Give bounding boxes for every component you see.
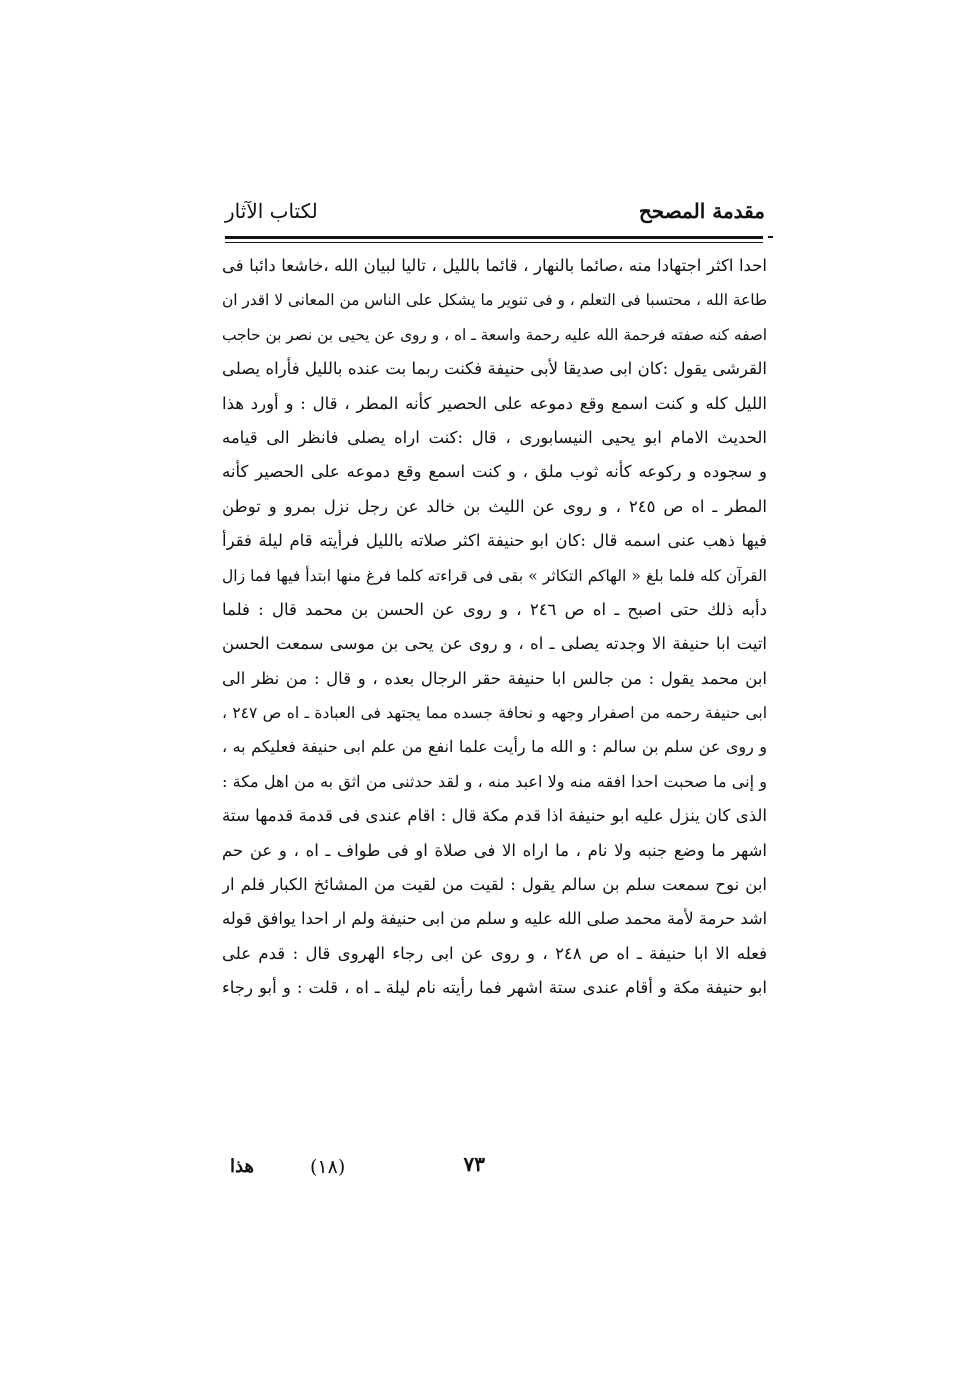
- signature-mark: (١٨): [310, 1156, 346, 1178]
- text-line: فعله الا ابا حنيفة ـ اه ص ٢٤٨ ، و روى عن ابى رجاء الهروى قال : قدم على: [222, 943, 767, 963]
- header-right-title: مقدمة المصحح: [638, 199, 765, 223]
- text-line: الذى كان ينزل عليه ابو حنيفة اذا قدم مكة قال : اقام عندى فى قدمة قدمها ستة: [222, 806, 767, 826]
- text-line: اتيت ابا حنيفة الا وجدته يصلى ـ اه ، و روى عن يحى بن موسى سمعت الحسن: [222, 634, 767, 654]
- header-rule-mark: [768, 236, 773, 238]
- catchword: هذا: [230, 1156, 254, 1177]
- text-line: و سجوده و ركوعه كأنه ثوب ملق ، و كنت اسمع وقع دموعه على الحصير كأنه: [222, 462, 767, 482]
- text-line: القرآن كله فلما بلغ « الهاكم التكاثر » بقى فى قراءته كلما فرغ منها ابتدأ فيها فما زال: [222, 566, 767, 585]
- text-line: الحديث الامام ابو يحيى النيسابورى ، قال :كنت اراه يصلى فانظر الى قيامه: [222, 427, 767, 447]
- text-line: و روى عن سلم بن سالم : و الله ما رأيت علما انفع من علم ابى حنيفة فعليكم به ،: [222, 737, 767, 757]
- text-line: فيها ذهب عنى اسمه قال :كان ابو حنيفة اكثر صلاته بالليل فرأيته قام ليلة فقرأ: [222, 531, 767, 551]
- text-line: المطر ـ اه ص ٢٤٥ ، و روى عن الليث بن خالد عن رجل نزل بمرو و توطن: [222, 496, 767, 516]
- text-line: ابو حنيفة مكة و أقام عندى ستة اشهر فما رأيته نام ليلة ـ اه ، قلت : و أبو رجاء: [222, 978, 767, 998]
- text-line: ابى حنيفة رحمه من اصفرار وجهه و نحافة جسده مما يجتهد فى العبادة ـ اه ص ٢٤٧ ،: [222, 704, 767, 723]
- text-line: اصفه كنه صفته فرحمة الله عليه رحمة واسعة ـ اه ، و روى عن يحيى بن نصر بن حاجب: [222, 325, 767, 344]
- text-line: القرشى يقول :كان ابى صديقا لأبى حنيفة فكنت ربما بت عنده بالليل فأراه يصلى: [222, 359, 767, 379]
- header-rule-thick: [225, 236, 763, 239]
- text-line: طاعة الله ، محتسبا فى التعلم ، و فى تنوير ما يشكل على الناس من المعانى لا اقدر ان: [222, 291, 767, 310]
- header-left-title: لكتاب الآثار: [225, 199, 318, 223]
- page-number: ٧٣: [463, 1152, 485, 1176]
- text-line: دأبه ذلك حتى اصبح ـ اه ص ٢٤٦ ، و روى عن الحسن بن محمد قال : فلما: [222, 599, 767, 619]
- text-line: اشهر ما وضع جنبه ولا نام ، ما اراه الا فى صلاة او فى طواف ـ اه ، و عن حم: [222, 840, 767, 860]
- text-line: و إنى ما صحبت احدا افقه منه ولا اعبد منه ، و لقد حدثنى من اثق به من اهل مكة :: [222, 771, 767, 791]
- text-line: الليل كله و كنت اسمع وقع دموعه على الحصير كأنه المطر ، قال : و أورد هذا: [222, 393, 767, 413]
- text-line: اشد حرمة لأمة محمد صلى الله عليه و سلم من ابى حنيفة ولم ار احدا يوافق قوله: [222, 909, 767, 929]
- text-line: ابن نوح سمعت سلم بن سالم يقول : لقيت من لقيت من المشائخ الكبار فلم ار: [222, 875, 767, 895]
- page-footer: [230, 1150, 750, 1184]
- text-line: احدا اكثر اجتهادا منه ،صائما بالنهار ، قائما بالليل ، تاليا لبيان الله ،خاشعا دائبا فى: [222, 256, 767, 275]
- page-header: [225, 193, 765, 229]
- header-rule-thin: [225, 242, 763, 243]
- body-text: [222, 249, 767, 1006]
- text-line: ابن محمد يقول : من جالس ابا حنيفة حقر الرجال بعده ، و قال : من نظر الى: [222, 668, 767, 688]
